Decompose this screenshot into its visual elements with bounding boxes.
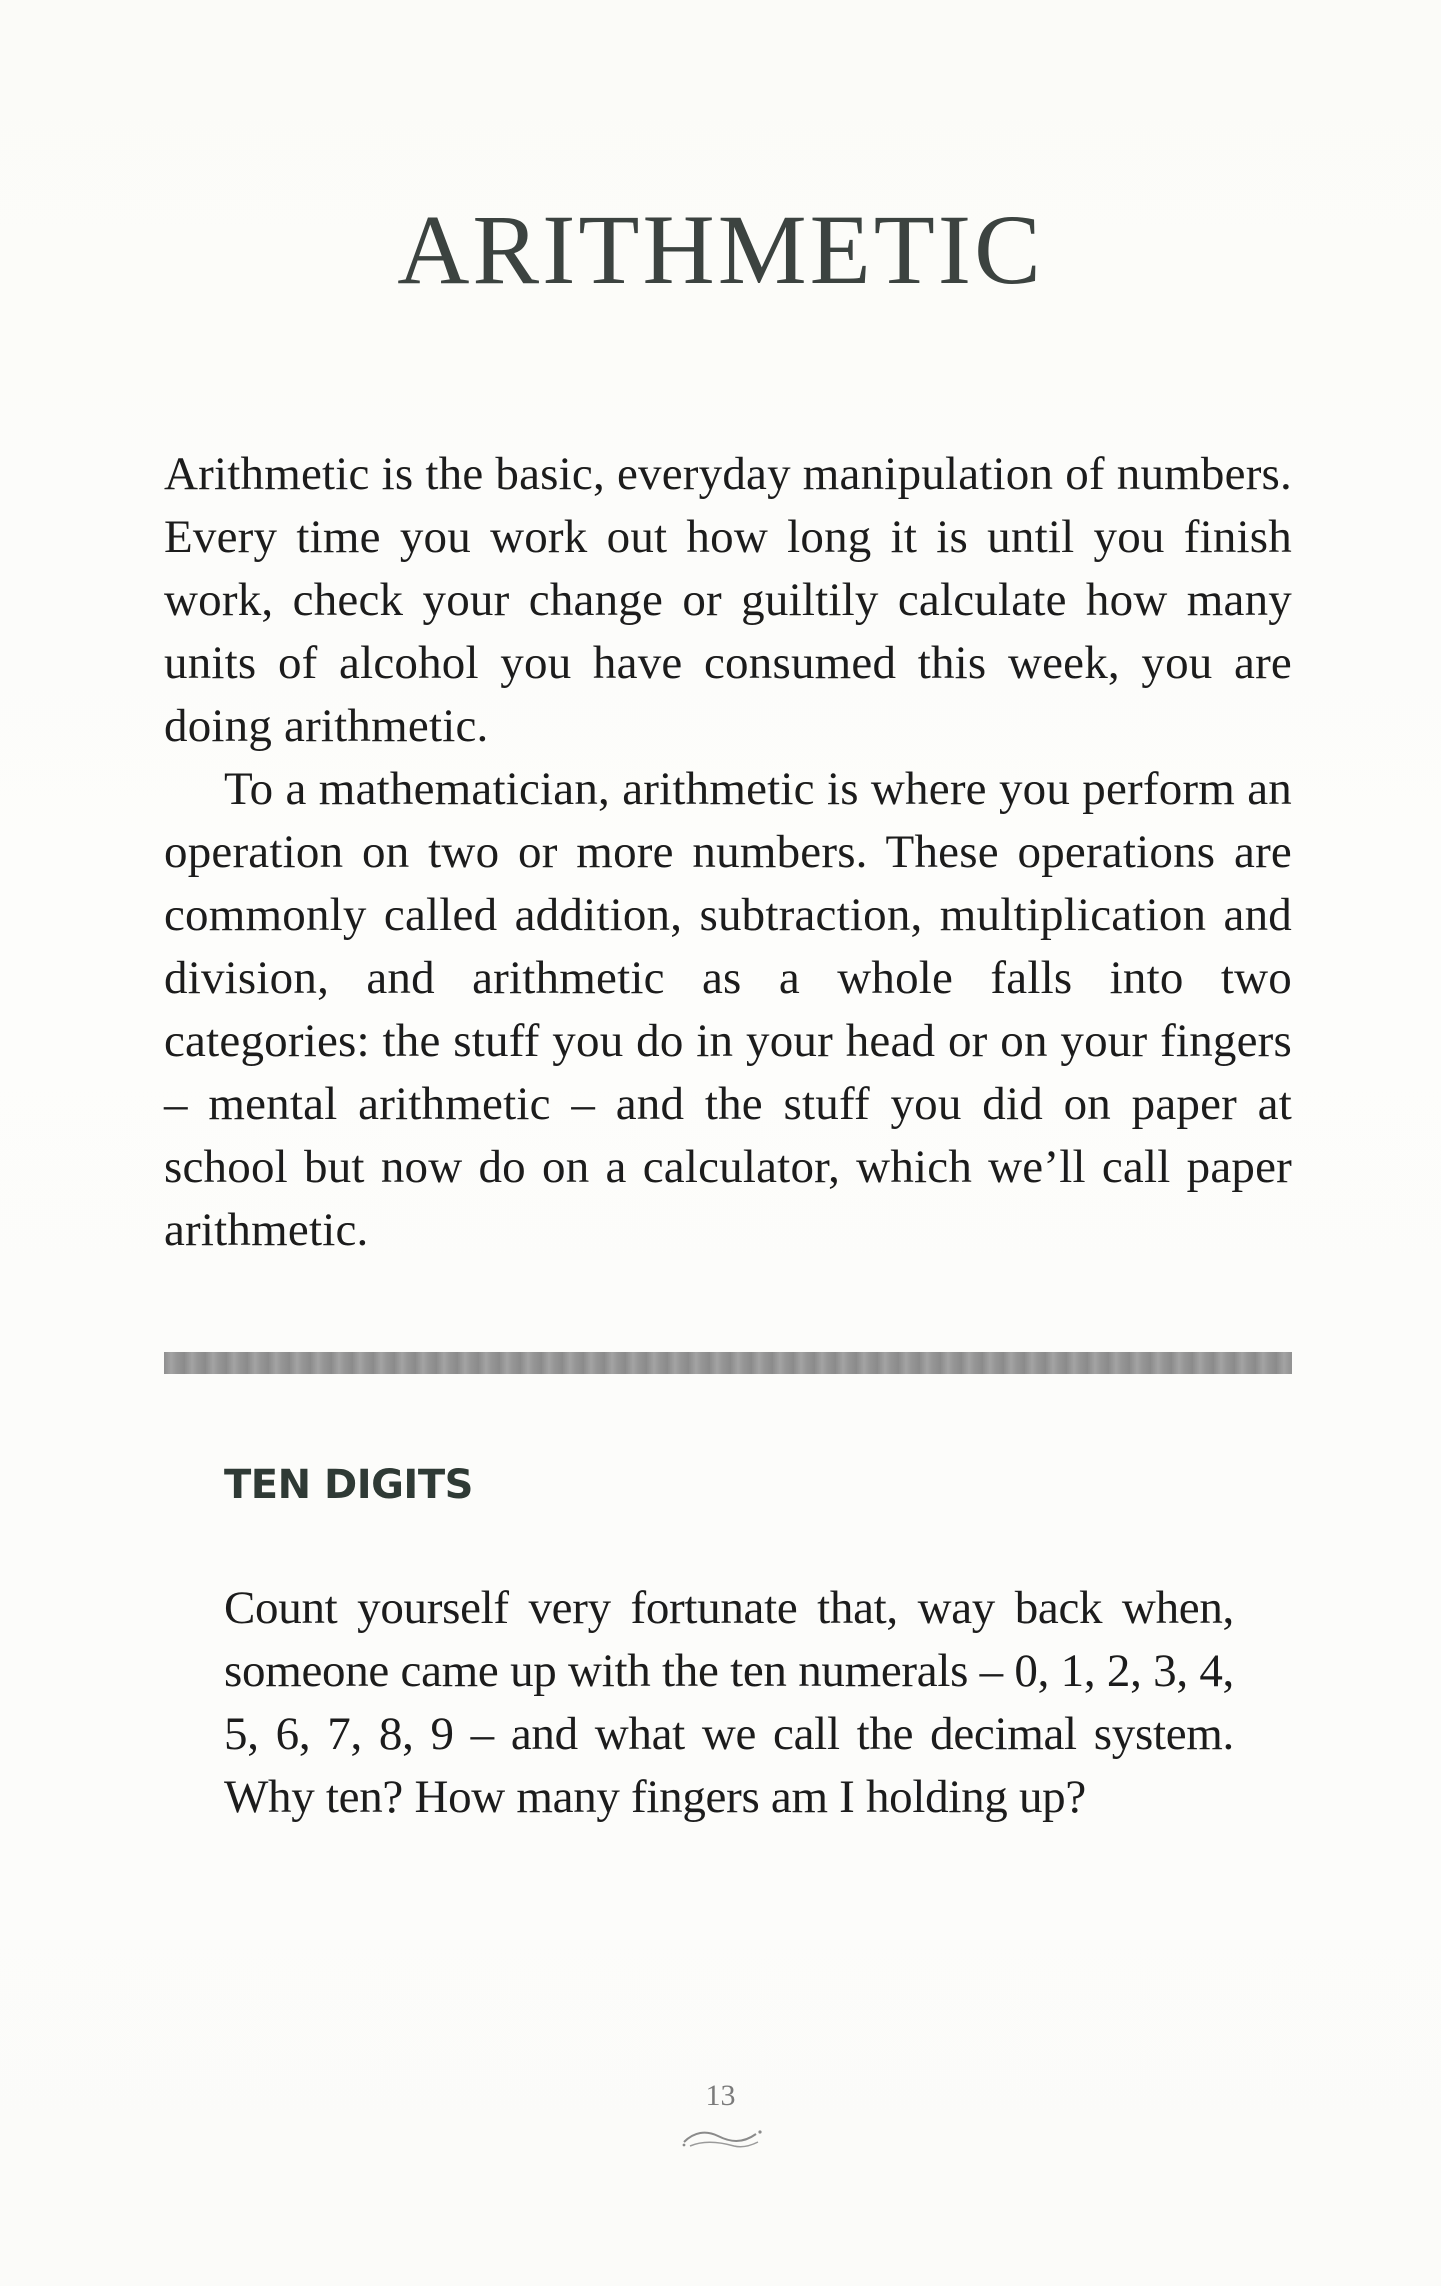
section-divider-bar	[164, 1352, 1292, 1374]
page-number: 13	[705, 2079, 736, 2112]
swash-ornament-icon	[680, 2124, 764, 2150]
section-paragraph: Count yourself very fortunate that, way back when, someone came up with the ten numerals – 0, 1, 2, 3, 4, 5, 6, 7, 8, 9 – and what we call the decimal system. Why ten? How many fingers am I holding up?	[224, 1582, 1234, 1823]
chapter-title: ARITHMETIC	[397, 194, 1044, 305]
section-heading: TEN DIGITS	[224, 1462, 473, 1508]
intro-paragraph: Arithmetic is the basic, everyday manipulation of numbers. Every time you work out how long it is until you finish work, check your change or guiltily calculate how many units of alcohol you have consumed this week, you are doing arithmetic.	[164, 448, 1292, 752]
intro-text	[164, 443, 1292, 1262]
intro-paragraph: To a mathematician, arithmetic is where you perform an operation on two or more numbers. These operations are commonly called addition, subtraction, multiplication and division, and arithmetic as a whole falls into two categories: the stuff you do in your head or on your fingers – mental arithmetic – and the stuff you did on paper at school but now do on a calculator, which we’ll call paper arithmetic.	[164, 763, 1292, 1256]
section-body	[224, 1577, 1234, 1829]
